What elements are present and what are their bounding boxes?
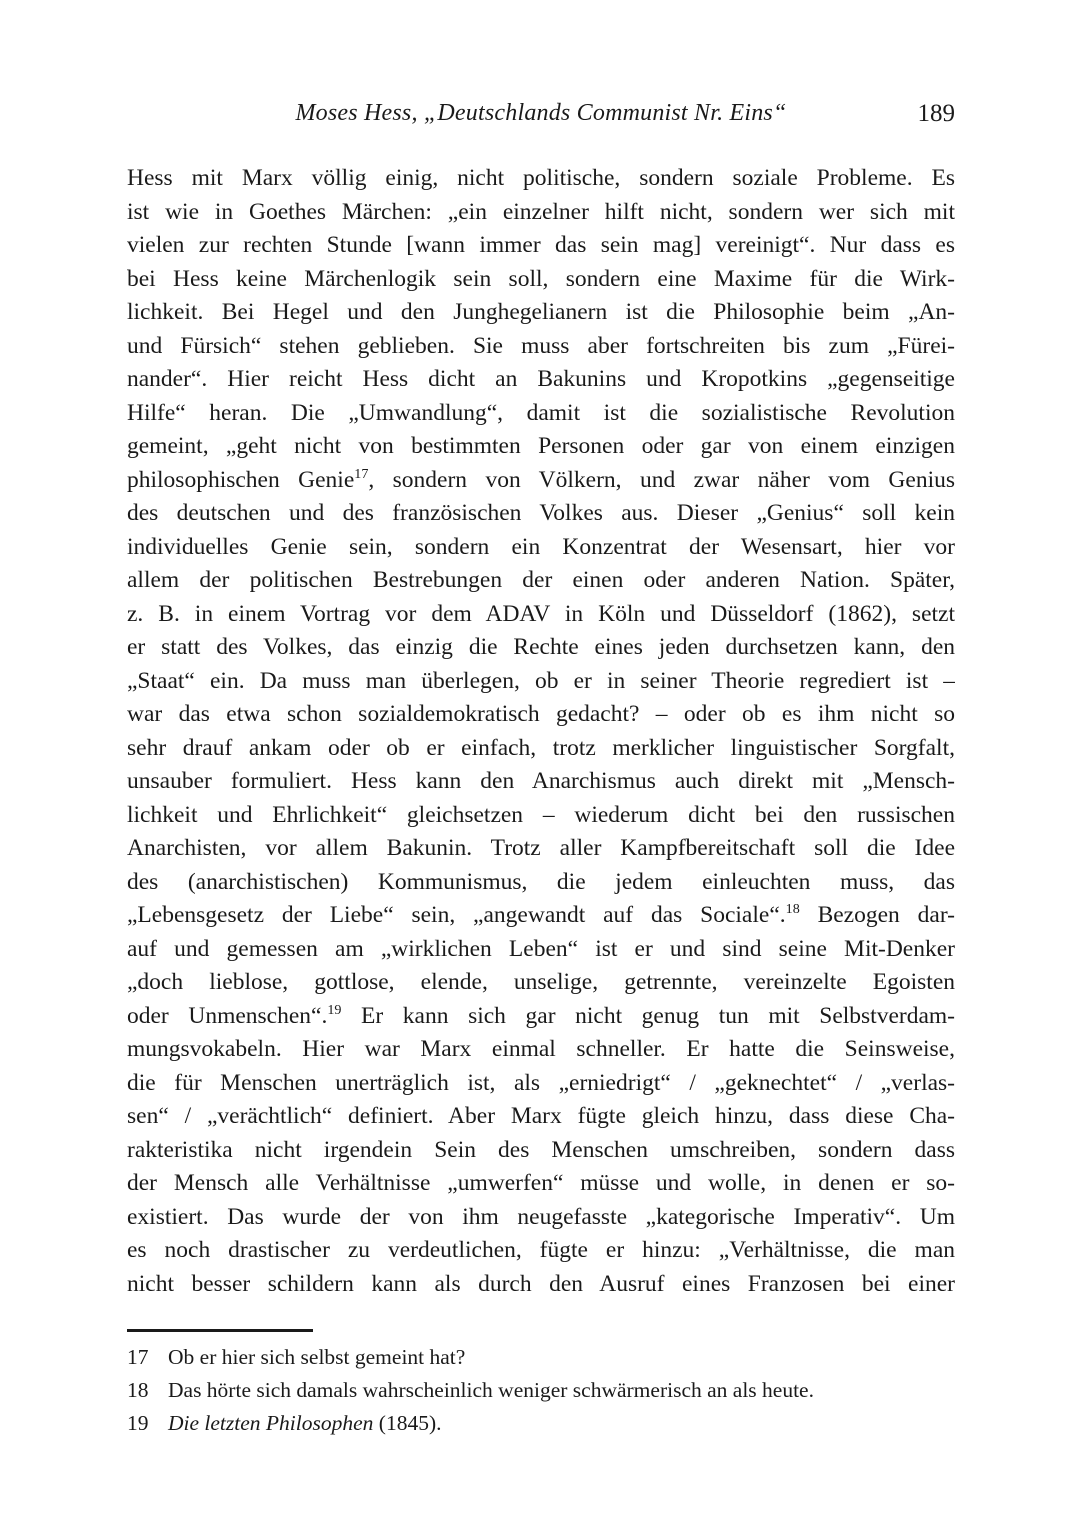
text-line: des deutschen und des französischen Volkes aus. Dieser „Genius“ soll kein bbox=[127, 500, 955, 526]
text-line: lichkeit und Ehrlichkeit“ gleichsetzen – wiederum dicht bei den russischen bbox=[127, 801, 955, 828]
text-line: sen“ / „verächtlich“ definiert. Aber Marx fügte gleich hinzu, dass diese Cha- bbox=[127, 1103, 955, 1129]
footnote-ref: 19 bbox=[327, 1001, 342, 1018]
text-line: der Mensch alle Verhältnisse „umwerfen“ müsse und wolle, in denen er so- bbox=[127, 1170, 955, 1196]
footnote-separator-rule bbox=[127, 1329, 313, 1332]
text-line: gemeint, „geht nicht von bestimmten Personen oder gar von einem einzigen bbox=[127, 433, 955, 459]
footnote-text: Das hörte sich damals wahrscheinlich weniger schwärmerisch an als heute. bbox=[168, 1378, 814, 1402]
running-header-title: Moses Hess, „Deutschlands Communist Nr. Eins“ bbox=[295, 100, 787, 126]
text-line: z. B. in einem Vortrag vor dem ADAV in Köln und Düsseldorf (1862), setzt bbox=[127, 600, 955, 627]
text-line: philosophischen Genie$^{17}$, sondern von Völkern, und zwar näher vom Genius bbox=[127, 465, 955, 493]
footnote-item bbox=[127, 1374, 955, 1407]
text-line: allem der politischen Bestrebungen der einen oder anderen Nation. Später, bbox=[127, 567, 955, 593]
text-line: „Lebensgesetz der Liebe“ sein, „angewandt auf das Sociale“.$^{18}$ Bezogen dar- bbox=[127, 901, 955, 928]
body-text bbox=[127, 162, 955, 1301]
footnotes bbox=[127, 1341, 955, 1440]
text-line: nicht besser schildern kann als durch den Ausruf eines Franzosen bei einer bbox=[127, 1270, 955, 1297]
running-header bbox=[127, 100, 955, 136]
footnote-work-title: Die letzten Philosophen bbox=[168, 1411, 374, 1435]
text-line: Anarchisten, vor allem Bakunin. Trotz aller Kampfbereitschaft soll die Idee bbox=[127, 835, 955, 861]
text-line: „doch lieblose, gottlose, elende, unselige, getrennte, vereinzelte Egoisten bbox=[127, 969, 955, 995]
text-line: nander“. Hier reicht Hess dicht an Bakunins und Kropotkins „gegenseitige bbox=[127, 366, 955, 392]
footnote-item bbox=[127, 1341, 955, 1374]
text-line: bei Hess keine Märchenlogik sein soll, sondern eine Maxime für die Wirk- bbox=[127, 265, 955, 292]
footnote-number: 19 bbox=[127, 1411, 149, 1435]
text-line: er statt des Volkes, das einzig die Rechte eines jeden durchsetzen kann, den bbox=[127, 634, 955, 660]
footnote-ref: 17 bbox=[354, 465, 369, 482]
text-line: des (anarchistischen) Kommunismus, die jedem einleuchten muss, das bbox=[127, 868, 955, 895]
text-line: die für Menschen unerträglich ist, als „erniedrigt“ / „geknechtet“ / „verlas- bbox=[127, 1069, 955, 1096]
text-line: lichkeit. Bei Hegel und den Junghegelianern ist die Philosophie beim „An- bbox=[127, 299, 955, 325]
text-line: existiert. Das wurde der von ihm neugefasste „kategorische Imperativ“. Um bbox=[127, 1203, 955, 1230]
text-line: Hilfe“ heran. Die „Umwandlung“, damit ist die sozialistische Revolution bbox=[127, 399, 955, 426]
text-line: Hess mit Marx völlig einig, nicht politische, sondern soziale Probleme. Es bbox=[127, 165, 955, 191]
footnote-text: Die letzten Philosophen (1845). bbox=[168, 1411, 442, 1435]
text-line: „Staat“ ein. Da muss man überlegen, ob er in seiner Theorie regrediert ist – bbox=[127, 667, 955, 694]
text-line: unsauber formuliert. Hess kann den Anarchismus auch direkt mit „Mensch- bbox=[127, 768, 955, 794]
footnote-number: 17 bbox=[127, 1345, 149, 1369]
text-line: auf und gemessen am „wirklichen Leben“ ist er und sind seine Mit-Denker bbox=[127, 935, 955, 962]
footnote-item bbox=[127, 1407, 955, 1440]
text-line: vielen zur rechten Stunde [wann immer das sein mag] vereinigt“. Nur dass es bbox=[127, 232, 955, 258]
text-line: mungsvokabeln. Hier war Marx einmal schneller. Er hatte die Seinsweise, bbox=[127, 1036, 955, 1062]
footnote-ref: 18 bbox=[785, 901, 800, 918]
text-line: oder Unmenschen“.$^{19}$ Er kann sich gar nicht genug tun mit Selbstverdam- bbox=[127, 1001, 955, 1029]
text-line: individuelles Genie sein, sondern ein Konzentrat der Wesensart, hier vor bbox=[127, 533, 955, 560]
text-line: sehr drauf ankam oder ob er einfach, trotz merklicher linguistischer Sorgfalt, bbox=[127, 734, 955, 761]
footnote-text: Ob er hier sich selbst gemeint hat? bbox=[168, 1345, 466, 1369]
page-number: 189 bbox=[917, 100, 955, 127]
text-line: rakteristika nicht irgendein Sein des Menschen umschreiben, sondern dass bbox=[127, 1136, 955, 1163]
footnote-number: 18 bbox=[127, 1378, 149, 1402]
text-line: war das etwa schon sozialdemokratisch gedacht? – oder ob es ihm nicht so bbox=[127, 701, 955, 727]
text-line: ist wie in Goethes Märchen: „ein einzelner hilft nicht, sondern wer sich mit bbox=[127, 198, 955, 225]
text-line: es noch drastischer zu verdeutlichen, fügte er hinzu: „Verhältnisse, die man bbox=[127, 1237, 955, 1263]
text-line: und Fürsich“ stehen geblieben. Sie muss aber fortschreiten bis zum „Fürei- bbox=[127, 332, 955, 359]
